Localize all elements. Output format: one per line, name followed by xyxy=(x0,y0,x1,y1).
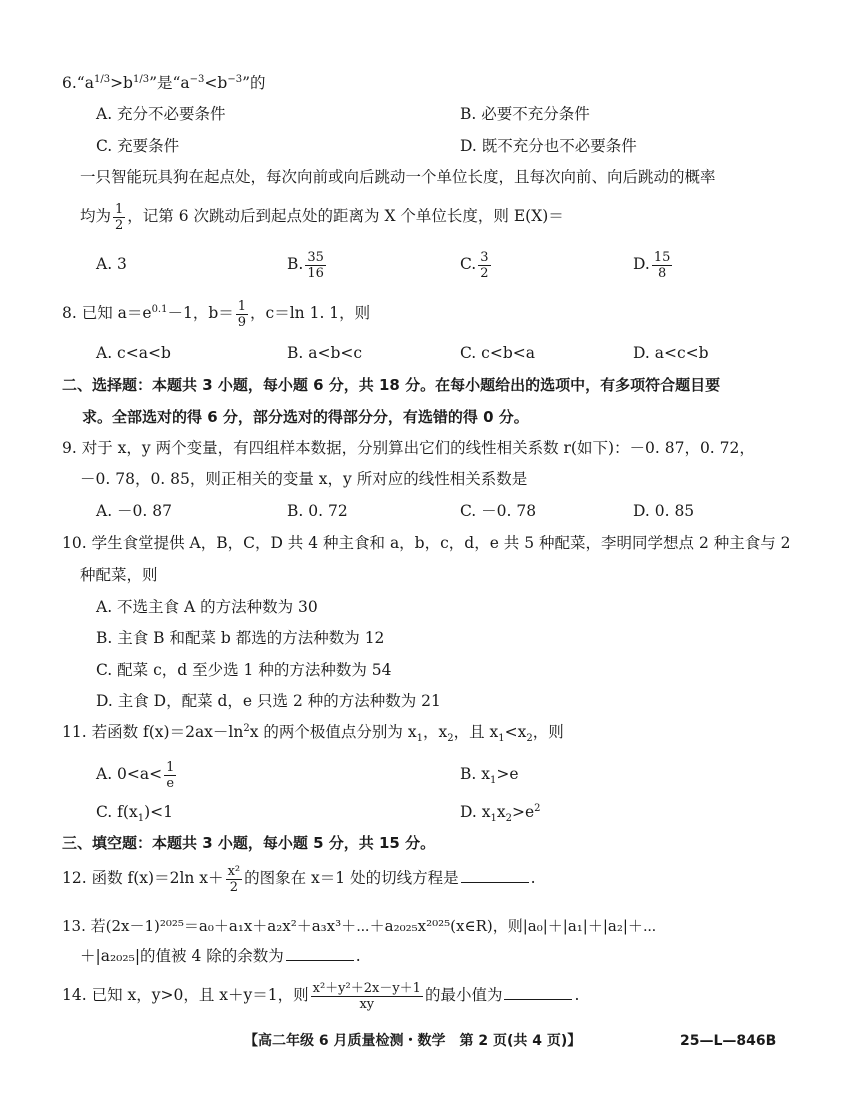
page-footer-code: 25—L—846B xyxy=(680,1033,777,1049)
q10-option-a: A. 不选主食 A 的方法种数为 30 xyxy=(96,598,318,616)
q8-option-a: A. c<a<b xyxy=(96,344,171,362)
q13-stem-line2: ＋|a₂₀₂₅|的值被 4 除的余数为 . xyxy=(80,947,361,965)
section3-heading: 三、填空题：本题共 3 小题，每小题 5 分，共 15 分。 xyxy=(62,834,436,852)
q10-option-d: D. 主食 D，配菜 d，e 只选 2 种的方法种数为 21 xyxy=(96,692,441,710)
q11-stem: 11. 若函数 $f(x)=2ax-\ln^2x$ 的两个极值点分别为 $x_1$，$x_2$，且 $x_1<x_2$，则 xyxy=(62,722,564,745)
q9-stem-line1: 9. 对于 x，y 两个变量，有四组样本数据，分别算出它们的线性相关系数 r(如下)：－0. 87，0. 72， xyxy=(62,439,755,457)
q10-option-b: B. 主食 B 和配菜 b 都选的方法种数为 12 xyxy=(96,629,385,647)
answer-blank[interactable] xyxy=(504,985,572,1000)
q6-option-b: B. 必要不充分条件 xyxy=(460,105,590,123)
q13-stem-line1: 13. 若(2x－1)²⁰²⁵＝a₀＋a₁x＋a₂x²＋a₃x³＋⋯＋a₂₀₂₅x²⁰²⁵(x∈R)，则|a₀|＋|a₁|＋|a₂|＋⋯ xyxy=(62,917,657,935)
q8-option-d: D. a<c<b xyxy=(633,344,709,362)
answer-blank[interactable] xyxy=(286,946,354,961)
q8-option-c: C. c<b<a xyxy=(460,344,535,362)
page-footer-title: 【高二年级 6 月质量检测・数学 第 2 页(共 4 页)】 xyxy=(244,1033,582,1049)
q6-option-a: A. 充分不必要条件 xyxy=(96,105,226,123)
q7-option-b: B. $\frac{35}{16}$ xyxy=(287,249,324,281)
q7-option-d: D. $\frac{15}{8}$ xyxy=(633,249,671,281)
q11-option-d: D. $x_1x_2>e^2$ xyxy=(460,802,541,825)
q9-option-b: B. 0. 72 xyxy=(287,502,348,520)
q6-option-d: D. 既不充分也不必要条件 xyxy=(460,137,637,155)
q10-option-c: C. 配菜 c，d 至少选 1 种的方法种数为 54 xyxy=(96,661,392,679)
q11-option-b: B. $x_1>e$ xyxy=(460,765,519,787)
section2-heading-line1: 二、选择题：本题共 3 小题，每小题 6 分，共 18 分。在每小题给出的选项中，有多项符合题目要 xyxy=(62,376,721,394)
q8-option-b: B. a<b<c xyxy=(287,344,363,362)
q9-option-d: D. 0. 85 xyxy=(633,502,695,520)
q12-stem: 12. 函数 f(x)＝2ln x＋ $\frac{\text{x²}}{2}$ 的图象在 x＝1 处的切线方程是 . xyxy=(62,863,536,895)
q8-stem: 8. 已知 $a=e^{0.1}-1$，b＝ $\frac{1}{9}$ ，c＝ln 1. 1，则 xyxy=(62,298,371,330)
q7-option-a: A. 3 xyxy=(96,255,127,273)
fraction-one-half: $\frac{1}{2}$ xyxy=(115,201,124,233)
q9-option-a: A. －0. 87 xyxy=(96,502,172,520)
q7-stem-line2: 均为 $\frac{1}{2}$ ，记第 6 次跳动后到起点处的距离为 X 个单位长度，则 E(X)＝ xyxy=(80,201,564,233)
q7-stem-line1: 一只智能玩具狗在起点处，每次向前或向后跳动一个单位长度，且每次向前、向后跳动的概率 xyxy=(80,168,716,186)
q9-option-c: C. －0. 78 xyxy=(460,502,537,520)
q11-option-a: A. 0<a< $\frac{1}{e}$ xyxy=(96,759,175,791)
q10-stem-line2: 种配菜，则 xyxy=(80,566,158,584)
q11-option-c: C. $f(x_1)<1$ xyxy=(96,803,173,825)
q14-stem: 14. 已知 x，y>0，且 x＋y＝1，则 $\frac{\text{x²＋y²＋2x－y＋1}}{xy}$ 的最小值为 . xyxy=(62,980,580,1012)
q6-stem: $6.“a^{1/3}>b^{1/3}$”是“$a^{-3}<b^{-3}$”的 xyxy=(62,73,266,92)
answer-blank[interactable] xyxy=(461,868,529,883)
q10-stem-line1: 10. 学生食堂提供 A，B，C，D 共 4 种主食和 a，b，c，d，e 共 5 种配菜，李明同学想点 2 种主食与 2 xyxy=(62,534,791,552)
q6-option-c: C. 充要条件 xyxy=(96,137,180,155)
section2-heading-line2: 求。全部选对的得 6 分，部分选对的得部分分，有选错的得 0 分。 xyxy=(82,408,529,426)
q9-stem-line2: －0. 78，0. 85，则正相关的变量 x，y 所对应的线性相关系数是 xyxy=(80,470,528,488)
q7-option-c: C. $\frac{3}{2}$ xyxy=(460,249,489,281)
